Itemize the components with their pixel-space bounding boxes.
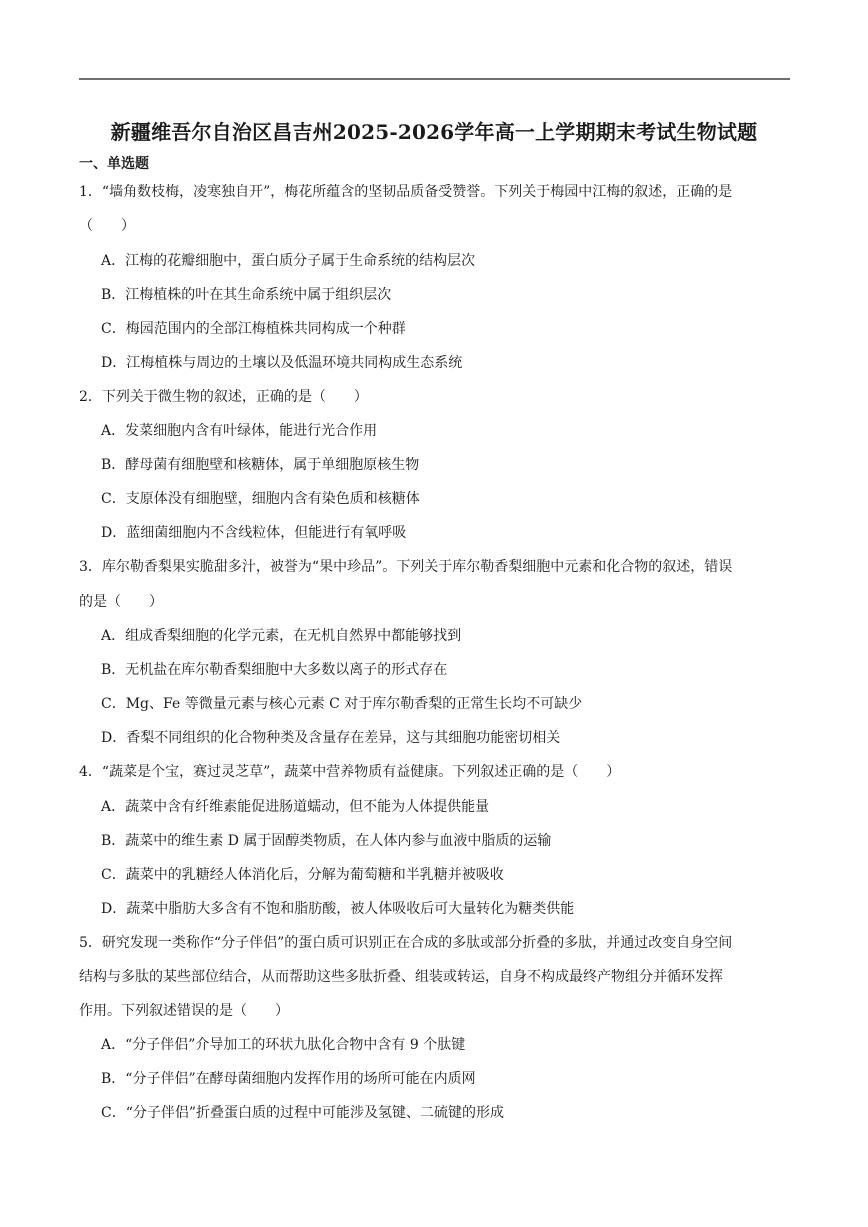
header-rule (79, 78, 790, 80)
question-3-option-c: C．Mg、Fe 等微量元素与核心元素 C 对于库尔勒香梨的正常生长均不可缺少 (101, 696, 583, 712)
question-3-line-2: 的是（ ） (79, 594, 163, 610)
section-heading: 一、单选题 (79, 156, 149, 172)
question-1-line-2: （ ） (79, 218, 135, 234)
question-3-line-1: 3．库尔勒香梨果实脆甜多汁，被誉为“果中珍品”。下列关于库尔勒香梨细胞中元素和化合物的叙述，错误 (79, 559, 733, 575)
question-2-option-b: B．酵母菌有细胞壁和核糖体，属于单细胞原核生物 (101, 457, 420, 473)
question-2-line-1: 2．下列关于微生物的叙述，正确的是（ ） (79, 389, 368, 405)
question-5-line-1: 5．研究发现一类称作“分子伴侣”的蛋白质可识别正在合成的多肽或部分折叠的多肽，并通过改变自身空间 (79, 935, 733, 951)
question-1-option-a: A．江梅的花瓣细胞中，蛋白质分子属于生命系统的结构层次 (101, 253, 476, 269)
question-2-option-a: A．发菜细胞内含有叶绿体，能进行光合作用 (101, 423, 378, 439)
question-4-option-b: B．蔬菜中的维生素 D 属于固醇类物质，在人体内参与血液中脂质的运输 (101, 833, 552, 849)
question-4-option-c: C．蔬菜中的乳糖经人体消化后，分解为葡萄糖和半乳糖并被吸收 (101, 867, 504, 883)
question-4-option-d: D．蔬菜中脂肪大多含有不饱和脂肪酸，被人体吸收后可大量转化为糖类供能 (101, 901, 575, 917)
question-5-line-2: 结构与多肽的某些部位结合，从而帮助这些多肽折叠、组装或转运，自身不构成最终产物组分并循环发挥 (79, 969, 723, 985)
question-5-line-3: 作用。下列叙述错误的是（ ） (79, 1003, 289, 1019)
question-2-option-d: D．蓝细菌细胞内不含线粒体，但能进行有氧呼吸 (101, 525, 407, 541)
question-1-line-1: 1．“墙角数枝梅，凌寒独自开”，梅花所蕴含的坚韧品质备受赞誉。下列关于梅园中江梅的叙述，正确的是 (79, 184, 733, 200)
question-4-option-a: A．蔬菜中含有纤维素能促进肠道蠕动，但不能为人体提供能量 (101, 799, 490, 815)
question-1-option-b: B．江梅植株的叶在其生命系统中属于组织层次 (101, 287, 392, 303)
question-4-line-1: 4．“蔬菜是个宝，赛过灵芝草”，蔬菜中营养物质有益健康。下列叙述正确的是（ ） (79, 764, 621, 780)
question-1-option-c: C．梅园范围内的全部江梅植株共同构成一个种群 (101, 321, 406, 337)
question-5-option-c: C．“分子伴侣”折叠蛋白质的过程中可能涉及氢键、二硫键的形成 (101, 1105, 505, 1121)
question-3-option-d: D．香梨不同组织的化合物种类及含量存在差异，这与其细胞功能密切相关 (101, 730, 561, 746)
question-3-option-a: A．组成香梨细胞的化学元素，在无机自然界中都能够找到 (101, 628, 462, 644)
document-title: 新疆维吾尔自治区昌吉州2025-2026学年高一上学期期末考试生物试题 (110, 120, 758, 144)
question-5-option-a: A．“分子伴侣”介导加工的环状九肽化合物中含有 9 个肽键 (101, 1037, 466, 1053)
question-3-option-b: B．无机盐在库尔勒香梨细胞中大多数以离子的形式存在 (101, 662, 448, 678)
question-1-option-d: D．江梅植株与周边的土壤以及低温环境共同构成生态系统 (101, 355, 463, 371)
question-2-option-c: C．支原体没有细胞壁，细胞内含有染色质和核糖体 (101, 491, 420, 507)
question-5-option-b: B．“分子伴侣”在酵母菌细胞内发挥作用的场所可能在内质网 (101, 1071, 476, 1087)
